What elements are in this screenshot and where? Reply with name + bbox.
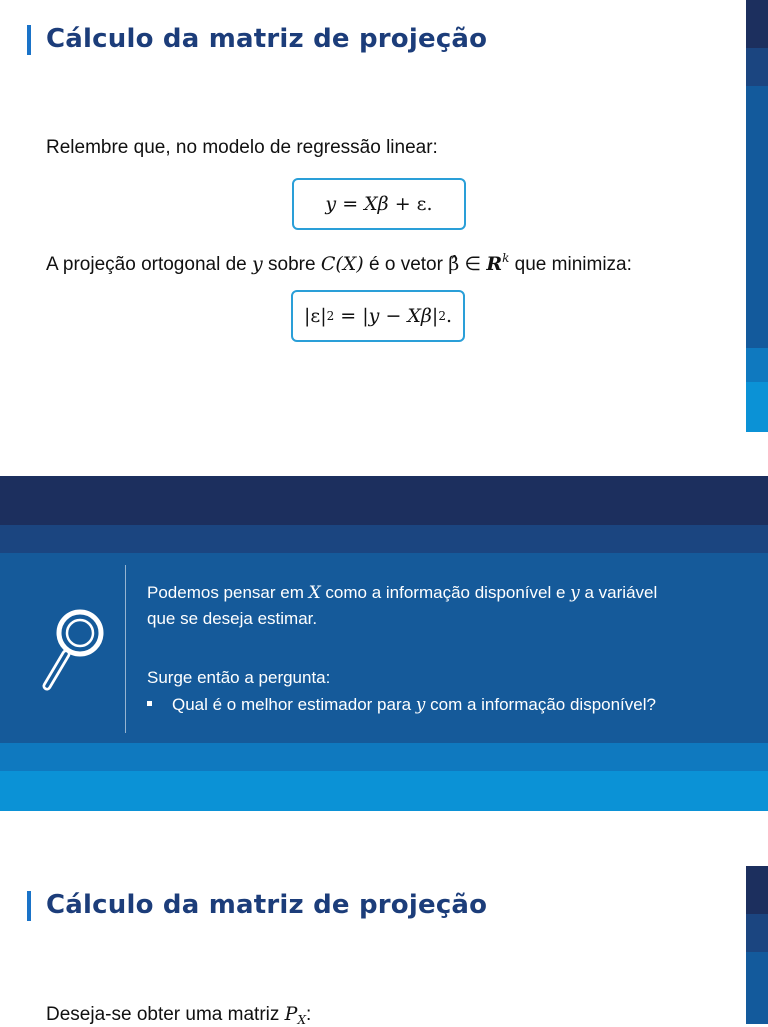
slide-2-intro (46, 1003, 311, 1027)
projection-cx: C(X) (320, 253, 364, 275)
slide-1 (0, 0, 768, 432)
callout-l1-b: como a informação disponível e (320, 583, 571, 602)
projection-part4: que minimiza: (509, 254, 632, 275)
slide-2-stripe-navy (746, 866, 768, 914)
slide-1-stripe-blue (746, 348, 768, 382)
regression-formula (292, 178, 466, 230)
bullet-a: Qual é o melhor estimador para (172, 695, 416, 714)
bullet-icon (147, 701, 152, 706)
slide-2-stripe-dark (746, 914, 768, 952)
projection-text (46, 251, 632, 276)
min-sq2: 2 (438, 309, 446, 323)
projection-beta-hat: β̂ (448, 253, 460, 275)
formula-eps: ε. (416, 193, 433, 215)
title-accent-bar-2 (27, 891, 31, 921)
formula-y: y (325, 193, 337, 215)
callout-l1-a: Podemos pensar em (147, 583, 309, 602)
formula-plus: + (388, 193, 417, 215)
slide-2 (0, 866, 768, 1027)
projection-y: y (252, 253, 263, 275)
projection-part3: é o vetor (363, 254, 449, 275)
page-title-2: Cálculo da matriz de projeção (46, 890, 488, 920)
callout-band-light (0, 771, 768, 811)
intro-text: Relembre que, no modelo de regressão linear: (46, 137, 438, 158)
slide-2-colon: : (306, 1004, 312, 1025)
page-title: Cálculo da matriz de projeção (46, 24, 488, 54)
min-sq1: 2 (326, 309, 335, 323)
projection-in: ∈ (459, 254, 487, 275)
projection-part2: sobre (262, 254, 321, 275)
formula-xb: Xβ (364, 193, 389, 215)
callout-y: y (570, 583, 580, 603)
slide-1-stripe-mid (746, 86, 768, 348)
callout-band-blue (0, 743, 768, 771)
min-dot: . (445, 305, 453, 327)
slide-2-X: X (297, 1013, 306, 1027)
bullet-y: y (415, 695, 426, 715)
projection-k: k (502, 251, 510, 265)
callout-band-dark (0, 525, 768, 553)
slide-1-stripe-light (746, 382, 768, 432)
title-accent-bar (27, 25, 31, 55)
slide-2-stripe-mid (746, 952, 768, 1024)
callout-X: X (308, 583, 321, 603)
slide-1-stripe-navy (746, 0, 768, 48)
minimize-formula (291, 290, 465, 342)
slide-2-intro-a: Deseja-se obter uma matriz (46, 1004, 285, 1025)
min-lhs: |ε| (303, 305, 327, 327)
min-eq: = | (334, 305, 369, 327)
magnifier-icon (38, 606, 108, 696)
callout-bullet (147, 692, 656, 718)
callout-line-2: que se deseja estimar. (147, 609, 318, 628)
projection-part1: A projeção ortogonal de (46, 254, 252, 275)
slide-1-stripe-dark (746, 48, 768, 86)
formula-eq: = (336, 193, 365, 215)
callout-line-1 (147, 580, 657, 606)
callout-question-intro: Surge então a pergunta: (147, 668, 331, 687)
projection-R: R (486, 253, 503, 275)
min-close: | (431, 305, 439, 327)
min-rhs: y − Xβ (368, 305, 432, 327)
callout-band-navy (0, 476, 768, 525)
callout-divider (125, 565, 126, 733)
callout-l1-c: a variável (579, 583, 658, 602)
bullet-b: com a informação disponível? (425, 695, 656, 714)
slide-2-P: P (284, 1003, 298, 1025)
